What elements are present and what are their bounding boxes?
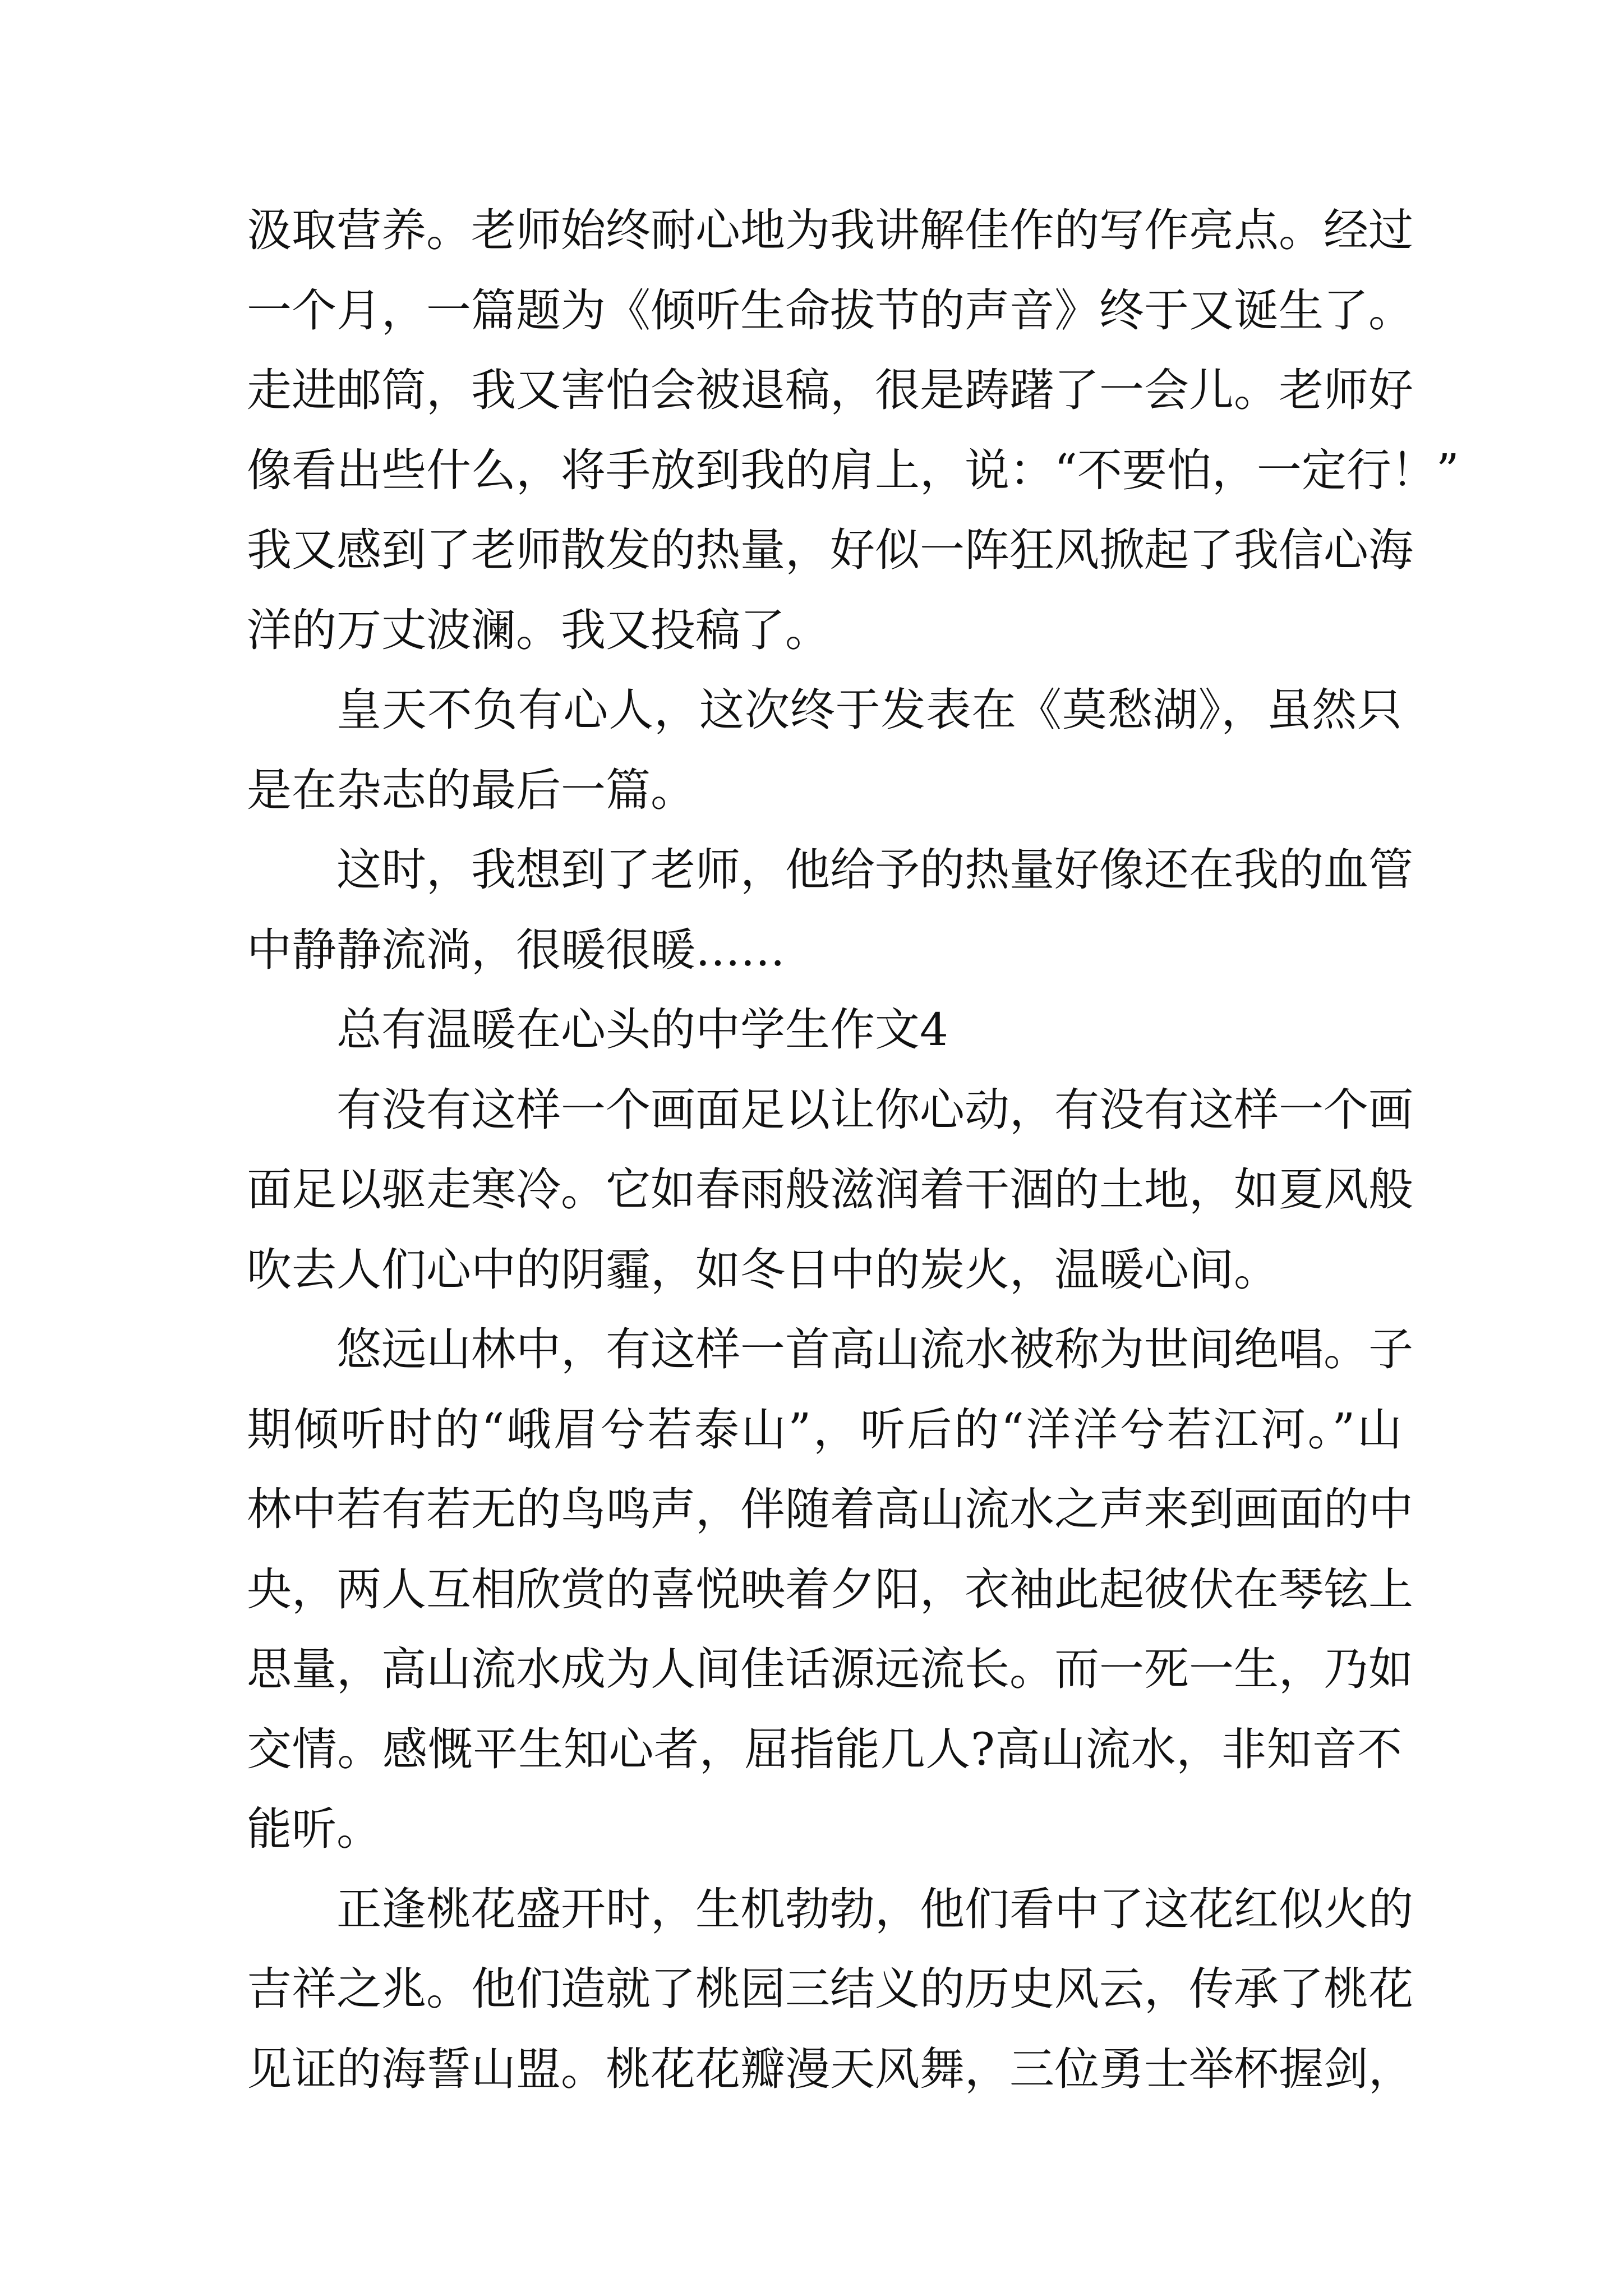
- text-line: 林中若有若无的鸟鸣声，伴随着高山流水之声来到画面的中: [247, 1483, 1413, 1535]
- text-line: 是在杂志的最后一篇。: [247, 763, 695, 816]
- text-line: 吹去人们心中的阴霾，如冬日中的炭火，温暖心间。: [247, 1243, 1279, 1296]
- text-line: 交情。感慨平生知心者，屈指能几人?高山流水，非知音不: [247, 1723, 1402, 1775]
- text-line: 见证的海誓山盟。桃花花瓣漫天风舞，三位勇士举杯握剑，: [247, 2042, 1413, 2095]
- paragraph-first-line: 这时，我想到了老师，他给予的热量好像还在我的血管: [336, 844, 1413, 896]
- text-line: 像看出些什么，将手放到我的肩上，说：“不要怕，一定行！”: [247, 444, 1459, 496]
- text-line: 中静静流淌，很暖很暖……: [247, 923, 785, 976]
- text-line: 吉祥之兆。他们造就了桃园三结义的历史风云，传承了桃花: [247, 1963, 1413, 2015]
- text-line: 面足以驱走寒冷。它如春雨般滋润着干涸的土地，如夏风般: [247, 1163, 1413, 1216]
- paragraph-first-line: 皇天不负有心人，这次终于发表在《莫愁湖》，虽然只: [336, 684, 1402, 736]
- essay-title: 总有温暖在心头的中学生作文4: [336, 1004, 948, 1056]
- document-page: [247, 191, 1459, 2109]
- text-line: 洋的万丈波澜。我又投稿了。: [247, 604, 830, 656]
- text-line: 期倾听时的“峨眉兮若泰山”，听后的“洋洋兮若江河。”山: [247, 1403, 1402, 1456]
- text-line: 我又感到了老师散发的热量，好似一阵狂风掀起了我信心海: [247, 524, 1413, 576]
- text-line: 能听。: [247, 1803, 381, 1855]
- text-line: 思量，高山流水成为人间佳话源远流长。而一死一生，乃如: [247, 1643, 1413, 1695]
- text-line: 走进邮筒，我又害怕会被退稿，很是踌躇了一会儿。老师好: [247, 364, 1413, 416]
- paragraph-first-line: 正逢桃花盛开时，生机勃勃，他们看中了这花红似火的: [336, 1883, 1413, 1935]
- text-line: 央，两人互相欣赏的喜悦映着夕阳，衣袖此起彼伏在琴铉上: [247, 1563, 1413, 1616]
- paragraph-first-line: 有没有这样一个画面足以让你心动，有没有这样一个画: [336, 1083, 1413, 1136]
- text-line: 一个月，一篇题为《倾听生命拔节的声音》终于又诞生了。: [247, 284, 1413, 337]
- paragraph-first-line: 悠远山林中，有这样一首高山流水被称为世间绝唱。子: [336, 1323, 1413, 1375]
- text-line: 汲取营养。老师始终耐心地为我讲解佳作的写作亮点。经过: [247, 204, 1413, 256]
